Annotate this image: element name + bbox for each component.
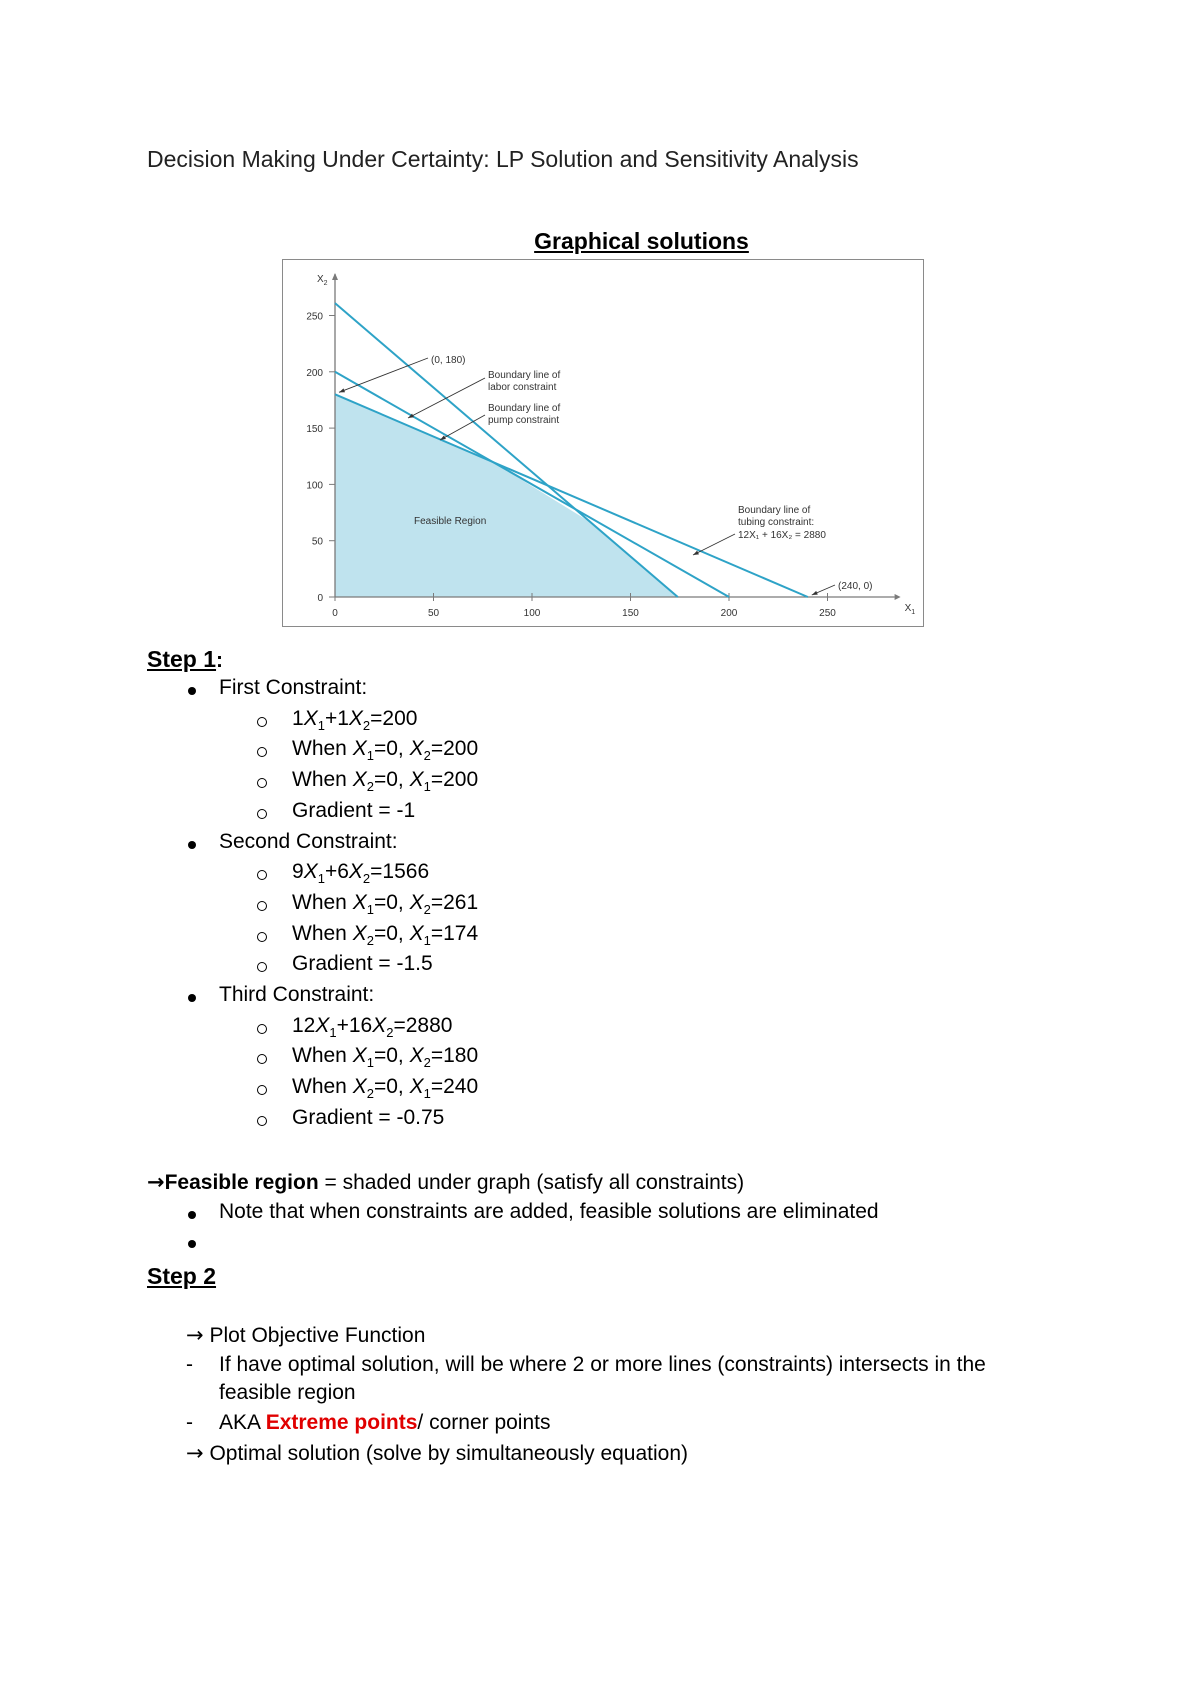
leader-tubing-head (693, 551, 699, 555)
leader-0-180-head (339, 388, 345, 392)
feasible-bullet: Note that when constraints are added, feasible solutions are eliminated (219, 1200, 879, 1223)
constraint-detail: When $X_2=0$, $X_1=240$ (292, 1075, 479, 1102)
annotation-pump-1: Boundary line of (488, 403, 561, 414)
constraint-detail: When $X_1=0$, $X_2=180$ (292, 1044, 479, 1071)
sub-bullet-icon (257, 809, 267, 819)
extreme-points-line (219, 1411, 551, 1435)
step2-label: Step 2 (147, 1263, 217, 1289)
sub-bullet-icon (257, 1054, 267, 1064)
leader-labor (408, 378, 485, 418)
section-heading: Graphical solutions (534, 228, 749, 254)
dash-marker: - (186, 1411, 193, 1434)
optimal-solution-line (186, 1441, 688, 1466)
annotation-labor-2: labor constraint (488, 382, 557, 393)
annotation-feasible-region: Feasible Region (414, 516, 487, 527)
sub-bullet-icon (257, 870, 267, 880)
sub-bullet-icon (257, 778, 267, 788)
bullet-icon (188, 994, 196, 1002)
y-tick-label: 250 (306, 311, 323, 323)
bullet-icon (188, 1211, 196, 1219)
constraint-detail: Gradient = -1 (292, 798, 416, 822)
annotation-labor-1: Boundary line of (488, 370, 561, 381)
leader-240-0-head (812, 591, 818, 595)
sub-bullet-icon (257, 1024, 267, 1034)
lp-chart (283, 260, 925, 628)
y-tick-label: 150 (306, 424, 323, 436)
x-tick-label: 100 (523, 608, 541, 619)
optimal-desc-1: If have optimal solution, will be where 2 or more lines (constraints) intersects in the (219, 1353, 986, 1376)
constraint-detail: When $X_2=0$, $X_1=174$ (292, 921, 479, 948)
constraint-name: Second Constraint: (219, 829, 398, 853)
annotation-pump-2: pump constraint (488, 415, 560, 426)
leader-0-180 (339, 358, 428, 392)
plot-objective-text: Plot Objective Function (203, 1324, 426, 1347)
x-tick-label: 200 (720, 608, 738, 619)
leader-pump-head (440, 435, 446, 440)
constraint-name: Third Constraint: (219, 983, 375, 1006)
x-axis-label: $X_1$ (904, 603, 916, 616)
sub-bullet-icon (257, 717, 267, 727)
bullet-icon (188, 687, 196, 695)
x-tick-label: 150 (622, 608, 639, 619)
feasible-desc: = shaded under graph (satisfy all constraints) (318, 1171, 745, 1194)
dash-marker: - (186, 1353, 193, 1376)
arrow-icon: → (186, 1323, 204, 1347)
y-tick-label: 0 (317, 593, 323, 604)
y-tick-label: 200 (306, 367, 323, 379)
constraint-detail: When $X_2=0$, $X_1=200$ (292, 768, 479, 795)
x-tick-label: 250 (819, 608, 836, 619)
sub-bullet-icon (257, 962, 267, 972)
optimal-solution-text: Optimal solution (solve by simultaneously equation) (203, 1442, 689, 1465)
sub-bullet-icon (257, 1085, 267, 1095)
sub-bullet-icon (257, 932, 267, 942)
graph-figure (282, 259, 924, 627)
step1-heading (147, 646, 223, 673)
step1-label: Step 1 (147, 646, 217, 672)
annotation-point-240-0: (240, 0) (838, 581, 873, 592)
empty-bullet-icon (188, 1240, 196, 1248)
annotation-tubing-2: tubing constraint: (738, 517, 815, 528)
x-tick-label: 50 (427, 608, 440, 619)
constraint-detail: $12X_1+16X_2=2880$ (292, 1013, 453, 1040)
extreme-points-term: Extreme points (265, 1411, 418, 1434)
arrow-icon: → (186, 1441, 204, 1465)
x-tick-label: 0 (332, 608, 338, 619)
sub-bullet-icon (257, 901, 267, 911)
aka-text: AKA (219, 1411, 266, 1434)
x-axis-arrow (895, 594, 901, 600)
constraint-detail: $9X_1+6X_2=1566$ (292, 860, 430, 887)
leader-pump (440, 415, 485, 440)
constraint-name: First Constraint: (219, 676, 368, 699)
feasible-term: Feasible region (164, 1171, 319, 1194)
annotation-tubing-1: Boundary line of (738, 505, 811, 516)
plot-objective-line (186, 1323, 425, 1348)
constraint-detail: Gradient = -1.5 (292, 952, 433, 976)
y-tick-label: 100 (306, 480, 323, 492)
feasible-note (147, 1170, 744, 1195)
y-axis-label: $X_2$ (317, 274, 328, 287)
step2-heading (147, 1263, 216, 1290)
corner-points-text: / corner points (417, 1411, 551, 1434)
bullet-icon (188, 841, 196, 849)
page-title: Decision Making Under Certainty: LP Solution and Sensitivity Analysis (147, 146, 859, 172)
constraint-detail: Gradient = -0.75 (292, 1105, 445, 1129)
leader-tubing (693, 534, 735, 555)
sub-bullet-icon (257, 1116, 267, 1126)
arrow-icon: → (147, 1170, 165, 1194)
step1-colon: : (216, 649, 224, 672)
optimal-desc-2: feasible region (219, 1381, 356, 1404)
annotation-point-0-180: (0, 180) (431, 355, 466, 366)
constraint-detail: $1X_1+1X_2=200$ (292, 706, 418, 733)
y-axis-arrow (332, 273, 338, 280)
constraint-detail: When $X_1=0$, $X_2=200$ (292, 737, 479, 764)
annotation-tubing-eq: 12X₁ + 16X₂ = 2880 (738, 530, 826, 541)
sub-bullet-icon (257, 747, 267, 757)
y-tick-label: 50 (311, 536, 323, 548)
constraint-detail: When $X_1=0$, $X_2=261$ (292, 890, 479, 918)
